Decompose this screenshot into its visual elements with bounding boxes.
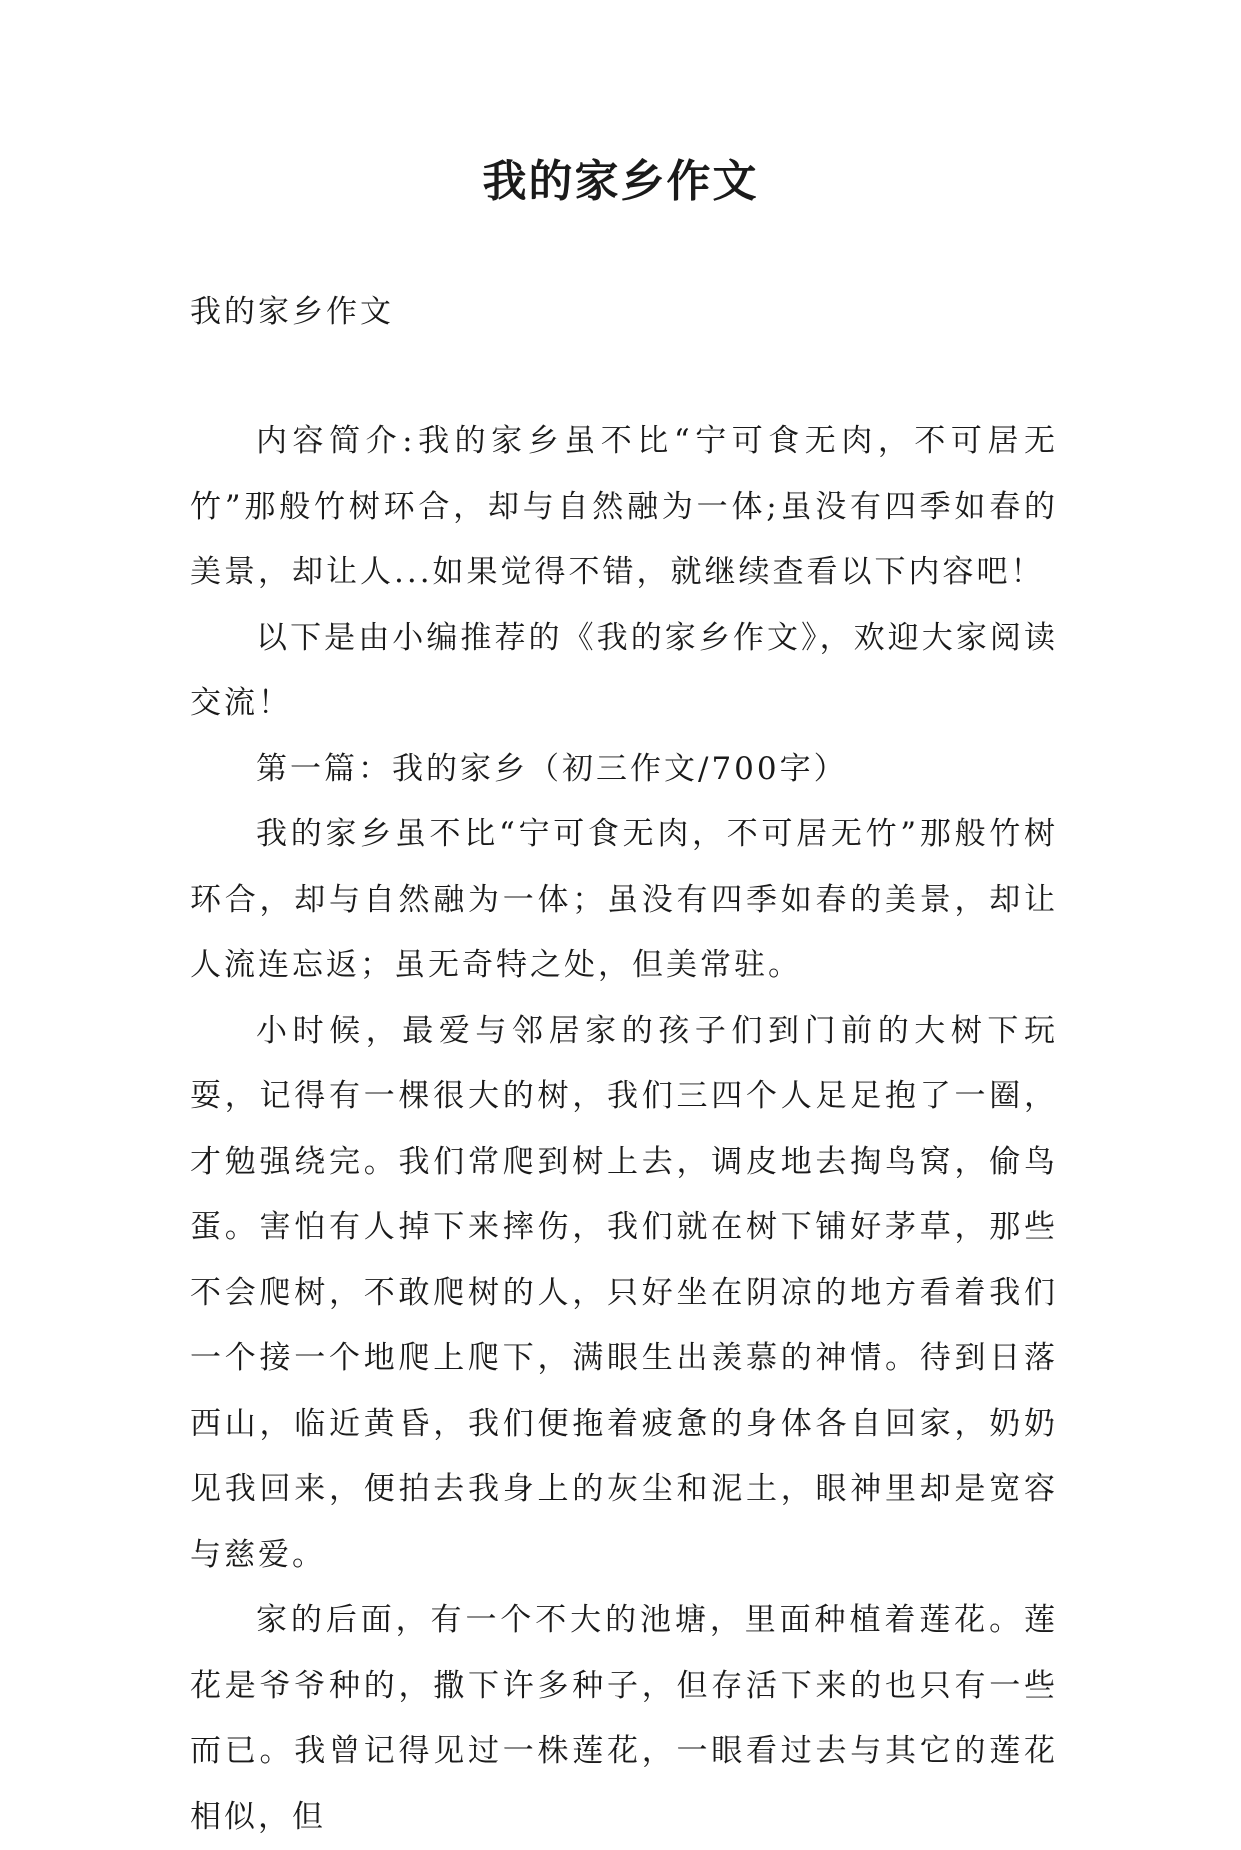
paragraph: 小时候，最爱与邻居家的孩子们到门前的大树下玩耍，记得有一棵很大的树，我们三四个人足足抱了一圈，才勉强绕完。我们常爬到树上去，调皮地去掏鸟窝，偷鸟蛋。害怕有人掉下来摔伤，我们就在树下铺好茅草，那些不会爬树，不敢爬树的人，只好坐在阴凉的地方看着我们一个接一个地爬上爬下，满眼生出羡慕的神情。待到日落西山，临近黄昏，我们便拖着疲惫的身体各自回家，奶奶见我回来，便拍去我身上的灰尘和泥土，眼神里却是宽容与慈爱。 (190, 1012, 1058, 1573)
section-heading: 第一篇：我的家乡（初三作文/700字） (256, 750, 848, 787)
document-title: 我的家乡作文 (482, 156, 759, 207)
paragraph-intro: 内容简介:我的家乡虽不比“宁可食无肉，不可居无竹”那般竹树环合，却与自然融为一体;虽没有四季如春的美景，却让人...如果觉得不错，就继续查看以下内容吧！ (190, 423, 1058, 590)
document-subtitle: 我的家乡作文 (190, 294, 394, 330)
paragraph: 我的家乡虽不比“宁可食无肉，不可居无竹”那般竹树环合，却与自然融为一体；虽没有四季如春的美景，却让人流连忘返；虽无奇特之处，但美常驻。 (190, 816, 1058, 983)
paragraph-recommendation: 以下是由小编推荐的《我的家乡作文》，欢迎大家阅读交流！ (190, 619, 1058, 721)
paragraph: 家的后面，有一个不大的池塘，里面种植着莲花。莲花是爷爷种的，撒下许多种子，但存活下来的也只有一些而已。我曾记得见过一株莲花，一眼看过去与其它的莲花相似，但 (190, 1602, 1058, 1835)
document-body (190, 409, 1058, 1850)
